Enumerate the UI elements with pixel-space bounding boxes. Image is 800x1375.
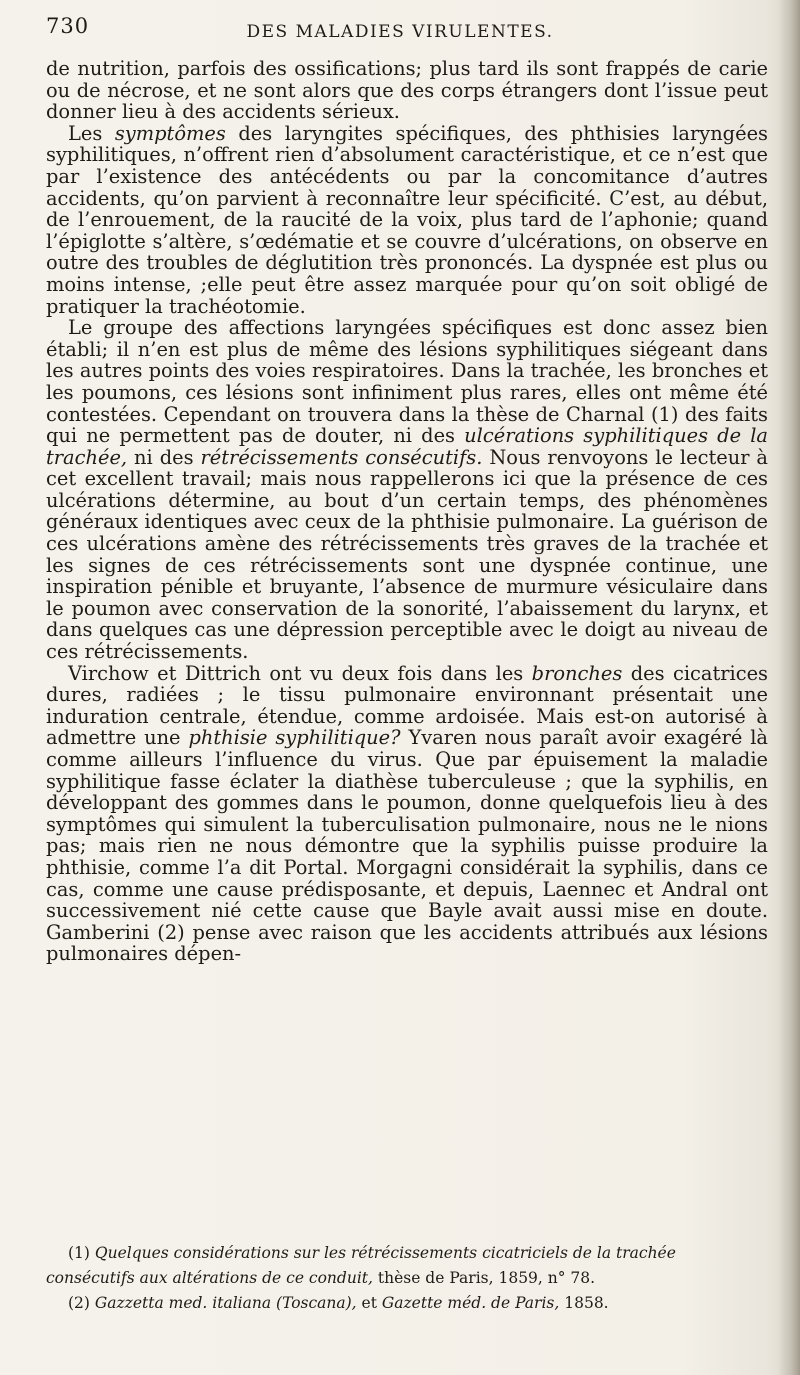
text-run: et — [356, 1294, 382, 1312]
italic-text: rétrécissements consécutifs. — [200, 445, 483, 469]
page-edge-shadow — [778, 0, 800, 1375]
paragraph — [46, 123, 768, 317]
running-title: DES MALADIES VIRULENTES. — [246, 22, 554, 42]
paragraph — [46, 317, 768, 663]
paragraph — [46, 58, 768, 123]
footnote — [46, 1291, 768, 1316]
text-run: Les — [68, 121, 115, 145]
text-run: Yvaren nous paraît avoir exagéré là comme ailleurs l’influence du virus. Que par épuisement la maladie syphilitique fasse éclater la diathèse tuberculeuse ; que la syphilis, en développant des gommes dans le poumon, donne quelquefois lieu à des symptômes qui simulent la tuberculisation pulmonaire, nous ne le nions pas; mais rien ne nous démontre que la syphilis puisse produire la phthisie, comme l’a dit Portal. Morgagni considérait la syphilis, dans ce cas, comme une cause prédisposante, et depuis, Laennec et Andral ont successivement nié cette cause que Bayle avait aussi mise en doute. Gamberini (2) pense avec raison que les accidents attribués aux lésions pulmonaires dépen- — [46, 726, 768, 966]
italic-text: bronches — [531, 661, 623, 685]
italic-text: ulcérations syphilitiques de la trachée, — [46, 424, 768, 469]
italic-text: Gazzetta med. italiana (Toscana), — [94, 1294, 357, 1312]
italic-text: symptômes — [114, 121, 226, 145]
body-text — [46, 58, 768, 965]
text-run: thèse de Paris, 1859, n° 78. — [372, 1269, 596, 1287]
text-run: de nutrition, parfois des ossifications; plus tard ils sont frappés de carie ou de nécrose, et ne sont alors que des corps étrangers dont l’issue peut donner lieu à des accidents sérieux. — [46, 57, 768, 124]
italic-text: phthisie syphilitique? — [188, 726, 401, 750]
text-run: des cicatrices dures, radiées ; le tissu pulmonaire environnant présentait une induration centrale, étendue, comme ardoisée. Mais est-on autorisé à admettre une — [46, 661, 768, 750]
footnotes — [46, 1241, 768, 1316]
paragraph — [46, 663, 768, 965]
italic-text: Quelques considérations sur les rétrécissements cicatriciels de la trachée consécutifs aux altérations de ce conduit, — [46, 1244, 676, 1287]
italic-text: Gazette méd. de Paris, — [381, 1294, 560, 1312]
text-run: des laryngites spécifiques, des phthisies laryngées syphilitiques, n’offrent rien d’absolument caractéristique, et ce n’est que par l’existence des antécédents ou par la concomitance d’autres accidents, qu’on parvient à reconnaître leur spécificité. C’est, au début, de l’enrouement, de la raucité de la voix, plus tard de l’aphonie; quand l’épiglotte s’altère, s’œdématie et se couvre d’ulcérations, on observe en outre des troubles de déglutition très prononcés. La dyspnée est plus ou moins intense, ;elle peut être assez marquée pour qu’on soit obligé de pratiquer la trachéotomie. — [46, 121, 769, 318]
text-run: ni des — [127, 445, 201, 469]
footnote — [46, 1241, 768, 1291]
text-run: (1) — [68, 1244, 95, 1262]
text-run: Le groupe des affections laryngées spécifiques est donc assez bien établi; il n’en est plus de même des lésions syphilitiques siégeant dans les autres points des voies respiratoires. Dans la trachée, les bronches et les poumons, ces lésions sont infiniment plus rares, elles ont même été contestées. Cependant on trouvera dans la thèse de Charnal (1) des faits qui ne permettent pas de douter, ni des — [46, 316, 768, 448]
text-run: Virchow et Dittrich ont vu deux fois dans les — [68, 661, 532, 685]
text-run: 1858. — [559, 1294, 609, 1312]
text-run: (2) — [68, 1294, 95, 1312]
text-run: Nous renvoyons le lecteur à cet excellent travail; mais nous rappellerons ici que la présence de ces ulcérations détermine, au bout d’un certain temps, des phénomènes généraux identiques avec ceux de la phthisie pulmonaire. La guérison de ces ulcérations amène des rétrécissements très graves de la trachée et les signes de ces rétrécissements sont une dyspnée continue, une inspiration pénible et bruyante, l’absence de murmure vésiculaire dans le poumon avec conservation de la sonorité, l’abaissement du larynx, et dans quelques cas une dépression perceptible avec le doigt au niveau de ces rétrécissements. — [46, 445, 768, 664]
page-number: 730 — [46, 14, 90, 38]
